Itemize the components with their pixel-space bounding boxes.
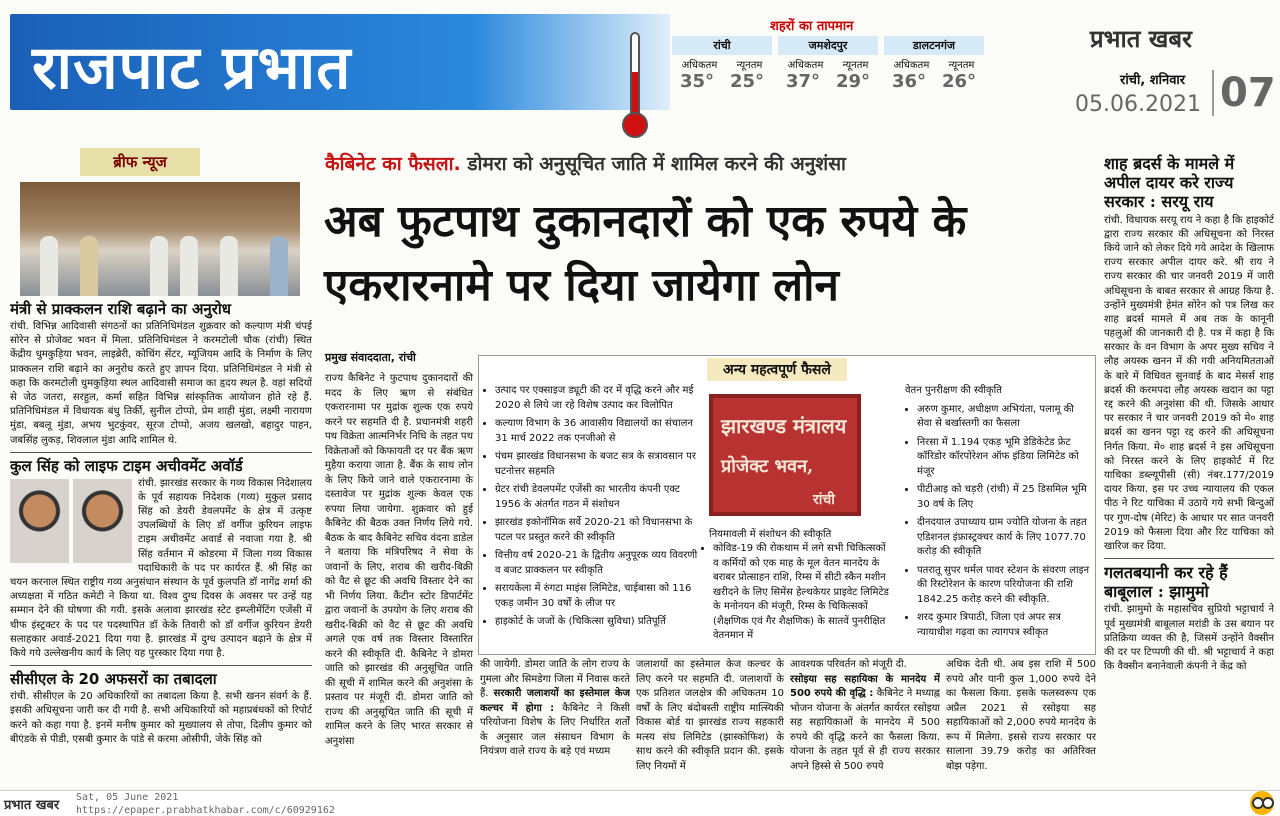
- list-item: • ग्रेटर रांची डेवलपमेंट एजेंसी का भारतीय कंपनी एक्ट 1956 के अंतर्गत गठन में संशोधन: [495, 483, 705, 512]
- max-label: अधिकतम: [893, 60, 930, 71]
- min-label: न्यूनतम: [948, 60, 975, 71]
- dateline: रांची, शनिवार: [1120, 73, 1186, 88]
- story-headline: गलतबयानी कर रहे हैं बाबूलाल : झामुमो: [1104, 563, 1228, 602]
- brief-news-column: [10, 148, 312, 788]
- max-temp: 36°: [891, 71, 927, 92]
- ministry-sign-photo: [709, 394, 861, 516]
- list-item: • उत्पाद पर एक्साइज ड्यूटी की दर में वृद्धि करने और मई 2020 से लिये जा रहे विशेष उत्पाद कर विलोपित: [495, 384, 705, 413]
- list-item: • निरसा में 1.194 एकड़ भूमि डेडिकेटेड फ्रेट कॉरिडोर कॉरपोरेशन ऑफ इंडिया लिमिटेड को मंजूर: [917, 436, 1091, 480]
- subhead: रसोइया सह सहायिका के मानदेय में 500 रुपये की वृद्धि :: [790, 673, 940, 699]
- brief-news-label: ब्रीफ न्यूज: [80, 148, 200, 176]
- right-news-column: [1104, 150, 1274, 790]
- weather-city: [778, 36, 878, 92]
- max-temp: 35°: [679, 71, 715, 92]
- min-label: न्यूनतम: [842, 60, 869, 71]
- story-headline: मंत्री से प्राक्कलन राशि बढ़ाने का अनुरोध: [10, 300, 231, 318]
- box-title: अन्य महत्वपूर्ण फैसले: [707, 358, 847, 381]
- sign-text: झारखण्ड मंत्रालय: [721, 414, 847, 438]
- main-headline: अब फुटपाथ दुकानदारों को एक रुपये के एकरारनामे पर दिया जायेगा लोन: [324, 196, 967, 311]
- decision-list: [701, 542, 891, 648]
- portrait: [73, 479, 132, 563]
- max-label: अधिकतम: [681, 60, 718, 71]
- section-title: राजपाट प्रभात: [32, 33, 352, 103]
- list-item: • शरद कुमार त्रिपाठी, जिला एवं अपर सत्र न्यायाधीश गढ़वा का त्यागपत्र स्वीकृत: [917, 611, 1091, 640]
- subhead: सरकारी जलाशयों का इस्तेमाल केज कल्चर में होगा :: [480, 688, 630, 714]
- section-masthead: [10, 14, 670, 110]
- weather-panel: [600, 14, 1010, 110]
- story-column: [480, 658, 630, 790]
- story-column: अधिक देती थी. अब इस राशि में 500 रुपये और यानी कुल 1,000 रुपये देने का फैसला किया. इसके फलस्वरूप एक अप्रैल 2021 से रसोइया सह सहायिकाओं को 2,000 रुपये मानदेय के रूप में मिलेगा. इससे राज्य सरकार पर सालाना 39.79 करोड़ का अतिरिक्त बोझ पड़ेगा.: [946, 659, 1096, 772]
- kicker-text: डोमरा को अनुसूचित जाति में शामिल करने की अनुशंसा: [467, 153, 846, 175]
- weather-city: [672, 36, 772, 92]
- story-column: [790, 658, 940, 790]
- meeting-photo: [20, 182, 300, 296]
- max-label: अधिकतम: [787, 60, 824, 71]
- owl-icon[interactable]: [1250, 791, 1274, 815]
- epaper-footer: [0, 790, 1280, 816]
- story-body: रांची. विभिन्न आदिवासी संगठनों का प्रतिनिधिमंडल शुक्रवार को कल्याण मंत्री चंपई सोरेन से प्रोजेक्ट भवन में मिला. प्रतिनिधिमंडल ने करमटोली चौक (रांची) स्थित केंद्रीय धुमकुड़िया भवन, लाइब्रेरी, कोचिंग सेंटर, म्यूजियम आदि के निर्माण के लिए प्राक्कलन राशि बढ़ाने का अनुरोध करते हुए ज्ञापन दिया. प्रतिनिधिमंडल ने मंत्री से कहा कि करमटोली धुमकुड़िया स्थल आदिवासी समाज का हृदय स्थल है. वहां सदियों से जेठ जतरा, सरहुल, कर्मा सहित विभिन्न सांस्कृतिक आयोजन होते रहे हैं. प्रतिनिधिमंडल में विधायक बंधु तिर्की, सुनील टोप्पो, प्रेम शाही मुंडा, लक्ष्मी नारायण मुंडा, बबलू मुंडा, अभय भुटकुंवर, सूरज टोप्पो, अजय खलखो, बहादुर पाहन, जबसिंह लुकड़, शिवलाल मुंडा आदि शामिल थे.: [10, 321, 312, 446]
- story-headline: शाह ब्रदर्स के मामले में अपील दायर करे राज्य सरकार : सरयू राय: [1104, 154, 1235, 212]
- min-temp: 25°: [729, 71, 765, 92]
- divider: [10, 452, 312, 453]
- story-headline: सीसीएल के 20 अफसरों का तबादला: [10, 670, 217, 689]
- story-column: राज्य कैबिनेट ने फुटपाथ दुकानदारों की मदद के लिए ऋण से संबंधित एकरारनामा पर मुद्रांक शुल्क एक रुपये करने पर सहमति दी है. प्रधानमंत्री शहरी पथ विक्रेता आत्मनिर्भर निधि के तहत पथ विक्रेताओं को किफायती दर पर बैंक ऋण मुहैया कराया जाता है. बैंक के साथ लोन के लिए किये जाने वाले एकरारनामा के दस्तावेज पर मुद्रांक शुल्क केवल एक रुपया लिया जायेगा. शुक्रवार को हुई कैबिनेट की बैठक उक्त निर्णय लिये गये. बैठक के बाद कैबिनेट सचिव वंदना डाडेल ने बताया कि मंत्रिपरिषद ने सेवा के जवानों के लिए, शराब की खरीद-बिक्री को वैट से छूट की अवधि विस्तार देने का भी निर्णय लिया. कैंटीन स्टोर डिपार्टमेंट द्वारा जवानों के उपयोग के लिए शराब की खरीद-बिक्री को वैट से छूट की अवधि अगले एक वर्ष तक विस्तार विस्तारित करने की स्वीकृति दी. कैबिनेट ने डोमरा जाति को झारखंड की अनुसूचित जाति की सूची में शामिल करने की अनुशंसा के प्रस्ताव पर मंजूरी दी. डोमरा जाति को राज्य की अनुसूचित जाति की सूची में शामिल करने के लिए भारत सरकार से अनुशंसा: [325, 373, 473, 747]
- min-temp: 29°: [835, 71, 871, 92]
- list-item: • दीनदयाल उपाध्याय ग्राम ज्योति योजना के तहत एडिशनल इंफ्रास्ट्रक्चर कार्य के लिए 1077.70 करोड़ की स्वीकृति: [917, 516, 1091, 560]
- weather-title: शहरों का तापमान: [770, 19, 854, 34]
- kicker-label: कैबिनेट का फैसला.: [325, 153, 461, 175]
- newspaper-logo: प्रभात खबर: [1090, 24, 1192, 53]
- story-text: आवश्यक परिवर्तन को मंजूरी दी.: [790, 659, 907, 670]
- footer-info: [76, 791, 335, 816]
- list-item: • अरुण कुमार, अधीक्षण अभियंता, पलामू की सेवा से बर्खास्तगी का फैसला: [917, 403, 1091, 432]
- byline: प्रमुख संवाददाता, रांची: [325, 351, 416, 364]
- divider: [1104, 558, 1274, 559]
- portrait: [10, 479, 69, 563]
- page-number: 07: [1212, 70, 1276, 116]
- weather-city: [884, 36, 984, 92]
- list-item: • कोविड-19 की रोकथाम में लगे सभी चिकित्सकों व कर्मियों को एक माह के मूल वेतन मानदेय के बराबर प्रोत्साहन राशि, रिम्स में सीटी स्कैन मशीन खरीदने के लिए सिमेंस हेल्थकेयर प्राइवेट लिमिटेड के मनोनयन की मंजूरी, रिम्स के चिकित्सकों (शैक्षणिक एवं गैर शैक्षणिक) के सातवें पुनरीक्षित वेतनमान में: [713, 542, 891, 644]
- sign-text: रांची: [813, 492, 835, 508]
- footer-logo: प्रभात खबर: [4, 798, 60, 813]
- list-item: • कल्याण विभाग के 36 आवासीय विद्यालयों का संचालन 31 मार्च 2022 तक एनजीओ से: [495, 417, 705, 446]
- divider: [10, 665, 312, 666]
- story-kicker: [325, 150, 846, 176]
- story-column: जलाशयों का इस्तेमाल केज कल्चर के लिए करने पर सहमति दी. जलाशयों के एक प्रतिशत जलक्षेत्र की अधिकतम 10 वर्षों के लिए बंदोबस्ती राष्ट्रीय मात्स्यिकी विकास बोर्ड या झारखंड राज्य सहकारी मत्स्य संघ लिमिटेड (झास्कोफिश) के साथ करने की स्वीकृति प्रदान की. इसके लिए नियमों में: [636, 659, 784, 772]
- story-text: की जायेगी. डोमरा जाति के लोग राज्य के गुमला और सिमडेगा जिला में निवास करते हैं.: [480, 659, 630, 699]
- photo-caption: नियमावली में संशोधन की स्वीकृति: [709, 529, 832, 540]
- issue-date: 05.06.2021: [1075, 92, 1201, 117]
- footer-date: Sat, 05 June 2021: [76, 792, 179, 803]
- list-item: • पतरातू सुपर थर्मल पावर स्टेशन के संवरण लाइन की रिस्टोरेशन के कारण परियोजना की राशि 1842.25 करोड़ करने की स्वीकृति.: [917, 564, 1091, 608]
- story-text: कैबिनेट ने मध्याह्न भोजन योजना के अंतर्गत कार्यरत रसोइया सह सहायिकाओं के मानदेय में 500 रुपये की वृद्धि करने का फैसला किया. योजना के तहत पूर्व से ही राज्य सरकार अपने हिस्से से 500 रुपये: [790, 688, 940, 772]
- city-name: जमशेदपुर: [778, 36, 878, 55]
- city-name: रांची: [672, 36, 772, 55]
- thermometer-icon: [620, 32, 650, 144]
- list-item: • झारखंड इकोनॉमिक सर्वे 2020-21 को विधानसभा के पटल पर प्रस्तुत करने की स्वीकृति: [495, 516, 705, 545]
- story-body: रांची. सीसीएल के 20 अधिकारियों का तबादला किया है. सभी खनन संवर्ग के हैं. इसकी अधिसूचना जारी कर दी गयी है. सभी अधिकारियों को महाप्रबंधकों को रिपोर्ट करने को कहा गया है. इनमें मनीष कुमार को मुख्यालय से तोपा, दिलीप कुमार को बीएंडके से पीडी, एसबी कुमार के पांडे से करमा ओसीपी, जेके सिंह को: [10, 691, 312, 745]
- list-item: • हाइकोर्ट के जजों के (चिकित्सा सुविधा) प्रतिपूर्ति: [495, 615, 705, 630]
- list-item: • पंचम झारखंड विधानसभा के बजट सत्र के सत्रावसान पर घटनोत्तर सहमति: [495, 450, 705, 479]
- list-item: • वित्तीय वर्ष 2020-21 के द्वितीय अनुपूरक व्यय विवरणी व बजट प्राक्कलन पर स्वीकृति: [495, 549, 705, 578]
- max-temp: 37°: [785, 71, 821, 92]
- decision-list: [905, 403, 1091, 641]
- decision-column: [905, 384, 1091, 644]
- footer-url[interactable]: https://epaper.prabhatkhabar.com/c/60929162: [76, 805, 335, 816]
- story-body: रांची. विधायक सरयू राय ने कहा है कि हाइकोर्ट द्वारा राज्य सरकार की अधिसूचना को निरस्त किये जाने को लेकर दिये गये आदेश के खिलाफ राज्य सरकार अपील दायर करे. श्री राय ने राज्य सरकार की चार जनवरी 2019 में जारी अधिसूचना के बाबत सरकार से आग्रह किया है. उन्होंने मुख्यमंत्री हेमंत सोरेन को पत्र लिख कर शाह ब्रदर्स मामले में अब तक के कानूनी पहलुओं की जानकारी दी है. पत्र में कहा है कि सरकार के वन विभाग के अपर मुख्य सचिव ने लौह अयस्क खनन में की गयी अनियमितताओं के बारे में विधिवत सुनवाई के बाद मेसर्स शाह ब्रदर्स की करमपदा लौह अयस्क खदान का पट्टा रद्द करने की अनुशंसा की थी. जिसके आधार पर सरकार ने चार जनवरी 2019 को मे० शाह ब्रदर्स का खनन पट्टा रद्द करने की अधिसूचना निर्गत किया. मे० शाह ब्रदर्स ने इस अधिसूचना को निरस्त करने के लिए हाइकोर्ट में रिट याचिका डब्ल्यूपीसी (सी) नंबर.177/2019 दायर किया. इस पर उच्च न्यायालय की एकल पीठ ने रिट याचिका में उठाये गये सभी बिन्दुओं पर गुण-दोष (मेरिट) के आधार पर सात जनवरी 2019 को फैसला दिया और रिट याचिका को खारिज कर दिया.: [1104, 214, 1274, 552]
- city-name: डालटनगंज: [884, 36, 984, 55]
- list-item: • पीटीआइ को चड़री (रांची) में 25 डिसमिल भूमि 30 वर्ष के लिए: [917, 483, 1091, 512]
- story-headline: कुल सिंह को लाइफ टाइम अचीवमेंट अवॉर्ड: [10, 456, 243, 475]
- story-text: कैबिनेट ने किसी परियोजना विशेष के लिए निर्धारित शर्तों के अनुसार जल संसाधन विभाग के नियंत्रण वाले राज्य के बड़े एवं मध्यम: [480, 702, 630, 757]
- min-temp: 26°: [941, 71, 977, 92]
- min-label: न्यूनतम: [736, 60, 763, 71]
- other-decisions-box: [478, 355, 1096, 655]
- list-intro: वेतन पुनरीक्षण की स्वीकृति: [905, 385, 1002, 396]
- story-body: रांची. झामुमो के महासचिव सुप्रियो भट्टाचार्य ने पूर्व मुख्यमंत्री बाबूलाल मरांडी के उस बयान पर प्रतिक्रिया व्यक्त की है, जिसमें उन्होंने वैक्सीन की दर पर टिप्पणी की थी. श्री भट्टाचार्य ने कहा कि वैक्सीन बनानेवाली कंपनी ने केंद्र को: [1104, 604, 1274, 673]
- decision-list: [483, 384, 705, 634]
- sign-text: प्रोजेक्ट भवन,: [721, 456, 814, 477]
- portrait-photos: [10, 479, 132, 563]
- story-body: रांची. झारखंड सरकार के गव्य विकास निदेशालय के पूर्व सहायक निदेशक (गव्य) मुकुल प्रसाद सिंह को डेयरी डेवलपमेंट के क्षेत्र में उत्कृष्ट उपलब्धियों के लिए डॉ वर्गीज कुरियन लाइफ टाइम अचीवमेंट अवार्ड से नवाजा गया है. श्री सिंह वर्तमान में कोडरमा में जिला गव्य विकास पदाधिकारी के पद पर कार्यरत हैं. श्री सिंह का चयन करनाल स्थित राष्ट्रीय गव्य अनुसंधान संस्थान के पूर्व कुलपति डॉ नागेंद्र शर्मा की अध्यक्षता में गठित कमेटी ने किया था. विश्व दुग्ध दिवस के अवसर पर उन्हें यह सम्मान देने की घोषणा की गयी. इसके अलावा झारखंड स्टेट इम्प्लीमेंटिंग एजेंसी में चीफ इंस्ट्रक्टर के पद पर पदस्थापित डॉ केके तिवारी को डॉ वर्गीज कुरियन डेयरी सलाहकार अवार्ड-2021 दिया गया है. झारखंड में दुग्ध उत्पादन बढ़ाने के क्षेत्र में किये गये उल्लेखनीय कार्य के लिए यह पुरस्कार दिया गया है.: [10, 477, 312, 659]
- list-item: • सरायकेला में रुंगटा माइंस लिमिटेड, चाईबासा को 116 एकड़ जमीन 30 वर्षों के लीज पर: [495, 582, 705, 611]
